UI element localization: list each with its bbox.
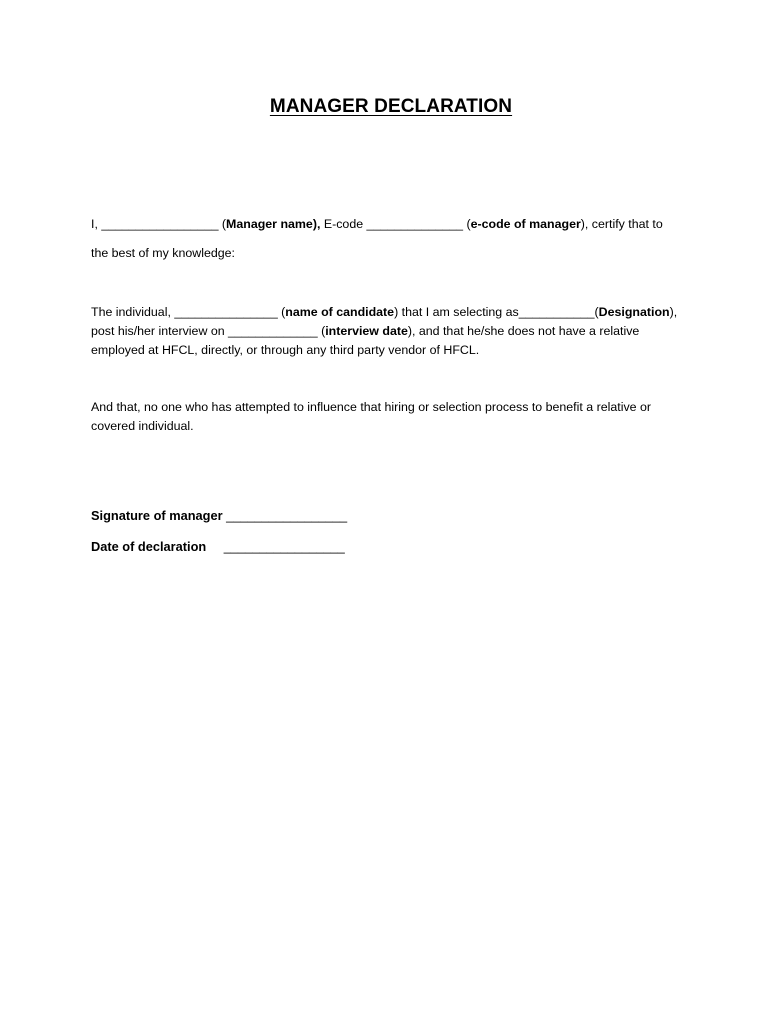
influence-line-1: And that, no one who has attempted to influence that hiring or selection process to benefit a relative or [91, 400, 651, 414]
date-row [91, 537, 691, 556]
candidate-line-1 [91, 303, 691, 322]
manager-name-label: Manager name [226, 217, 313, 231]
candidate-line-3: employed at HFCL, directly, or through any third party vendor of HFCL. [91, 343, 480, 357]
candidate-line-1-end: ), [669, 305, 678, 319]
manager-name-comma: , [316, 217, 321, 231]
manager-name-close: ) [312, 217, 317, 231]
interview-date-label: interview date [325, 324, 408, 338]
candidate-paragraph [91, 303, 691, 360]
candidate-name-label: name of candidate [285, 305, 395, 319]
ecode-label: e-code of manager [470, 217, 581, 231]
candidate-line-1-mid: ) that I am selecting as___________( [394, 305, 599, 319]
declaration-intro-line-2: the best of my knowledge: [91, 246, 235, 260]
influence-line-2: covered individual. [91, 419, 194, 433]
candidate-line-1-start: The individual, _______________ ( [91, 305, 286, 319]
intro-prefix: I, _________________ ( [91, 217, 227, 231]
influence-paragraph [91, 398, 691, 436]
signature-label: Signature of manager [91, 508, 223, 523]
designation-label: Designation [598, 305, 670, 319]
candidate-line-2-start: post his/her interview on _____________ ( [91, 324, 326, 338]
document-title: MANAGER DECLARATION [269, 96, 513, 117]
date-blank[interactable]: _________________ [223, 539, 345, 554]
date-label: Date of declaration [91, 539, 207, 554]
candidate-line-2-end: ), and that he/she does not have a relative [407, 324, 640, 338]
ecode-text: E-code ______________ ( [320, 217, 471, 231]
intro-suffix: ), certify that to [580, 217, 663, 231]
declaration-intro-line [91, 215, 691, 234]
candidate-line-2 [91, 322, 691, 341]
signature-row [91, 506, 691, 525]
signature-blank[interactable]: _________________ [226, 508, 348, 523]
